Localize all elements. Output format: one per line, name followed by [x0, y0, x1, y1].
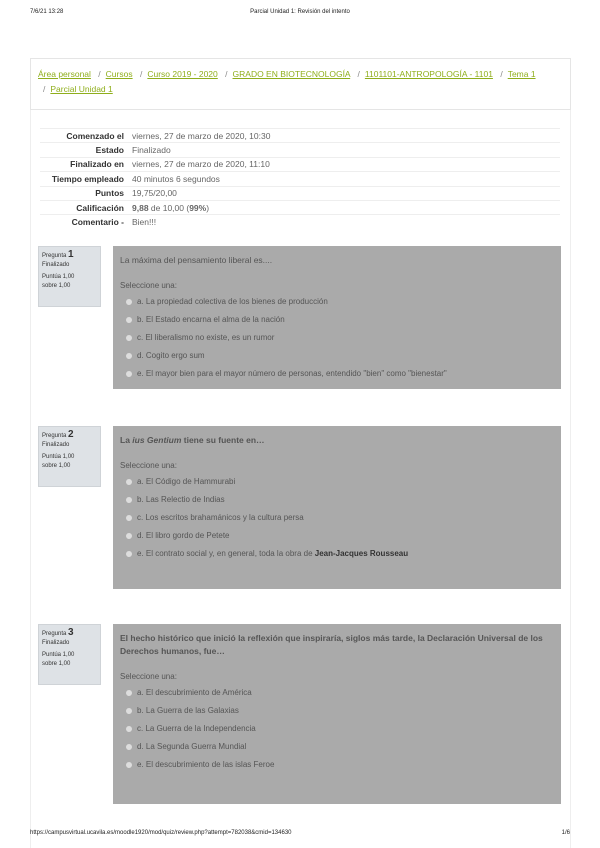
summary-row: [40, 215, 560, 229]
summary-label: Puntos: [40, 186, 128, 200]
summary-row: [40, 157, 560, 171]
answer-label: b. El Estado encarna el alma de la nación: [137, 315, 285, 324]
print-page: 1/6: [561, 830, 570, 836]
print-url: https://campusvirtual.ucavila.es/moodle1920/mod/quiz/review.php?attempt=782038&cmid=134630: [30, 830, 292, 836]
summary-value: 19,75/20,00: [132, 188, 177, 199]
radio-icon[interactable]: [126, 317, 132, 323]
answer-label: e. El contrato social y, en general, toda la obra de: [137, 549, 315, 558]
answer-option[interactable]: [120, 723, 554, 735]
summary-label: Calificación: [40, 200, 128, 214]
question-label: Pregunta: [42, 433, 67, 439]
radio-icon[interactable]: [126, 371, 132, 377]
summary-value: viernes, 27 de marzo de 2020, 11:10: [132, 159, 270, 170]
summary-value-cell: [128, 172, 560, 186]
grade-percent: 99%: [189, 202, 207, 213]
question-score: Puntúa 1,00: [42, 274, 75, 280]
radio-icon[interactable]: [126, 762, 132, 768]
answer-label: a. El descubrimiento de América: [137, 688, 252, 697]
breadcrumb-link[interactable]: GRADO EN BIOTECNOLOGÍA: [232, 69, 351, 79]
grade-end: ): [206, 202, 210, 213]
answer-option[interactable]: [120, 494, 554, 506]
answer-option[interactable]: [120, 687, 554, 699]
summary-label: Finalizado en: [40, 157, 128, 171]
summary-value: Finalizado: [132, 145, 171, 156]
summary-value-cell: [128, 129, 560, 143]
question-number: 3: [68, 627, 74, 638]
answer-option[interactable]: [120, 296, 554, 308]
question-info: [38, 624, 101, 685]
radio-icon[interactable]: [126, 551, 132, 557]
question-text-em: ius Gentium: [132, 435, 182, 445]
breadcrumb-separator: /: [43, 84, 46, 94]
grade: 9,88: [132, 202, 149, 213]
summary-value: 40 minutos 6 segundos: [132, 173, 220, 184]
question-text-pre: La: [120, 435, 133, 445]
summary-value-cell: [128, 215, 560, 229]
question-info: [38, 426, 101, 487]
print-datetime: 7/6/21 13:28: [30, 9, 64, 15]
question-number: 1: [68, 249, 74, 260]
breadcrumb-separator: /: [225, 69, 228, 79]
question-state: Finalizado: [42, 262, 70, 268]
breadcrumb-link[interactable]: Curso 2019 - 2020: [147, 69, 218, 79]
breadcrumb-separator: /: [139, 69, 143, 79]
summary-value-cell: [128, 186, 560, 200]
radio-icon[interactable]: [126, 708, 132, 714]
summary-label: Comentario -: [40, 215, 128, 229]
radio-icon[interactable]: [126, 744, 132, 750]
question-content: [113, 624, 561, 804]
breadcrumb-separator: /: [98, 69, 101, 79]
summary-row: [40, 186, 560, 200]
select-one-label: Seleccione una:: [120, 461, 177, 470]
summary-value: Bien!!!: [132, 217, 157, 228]
question-label: Pregunta: [42, 253, 67, 259]
answer-label: d. Cogito ergo sum: [137, 351, 205, 360]
radio-icon[interactable]: [126, 353, 132, 359]
question-content: [113, 246, 561, 389]
answer-option[interactable]: [120, 741, 554, 753]
breadcrumb-link[interactable]: Tema 1: [507, 69, 536, 79]
answer-label: a. La propiedad colectiva de los bienes de producción: [137, 297, 328, 306]
answer-option[interactable]: [120, 332, 554, 344]
answer-option[interactable]: [120, 350, 554, 362]
summary-row: [40, 172, 560, 186]
summary-label: Comenzado el: [40, 129, 128, 143]
breadcrumb-link[interactable]: Área personal: [38, 69, 91, 79]
answer-label: d. El libro gordo de Petete: [137, 531, 230, 540]
radio-icon[interactable]: [126, 299, 132, 305]
answer-label: a. El Código de Hammurabi: [137, 477, 236, 486]
question-info: [38, 246, 101, 307]
summary-row: [40, 200, 560, 214]
question-score: Puntúa 1,00: [42, 652, 75, 658]
question-max-score: sobre 1,00: [42, 463, 71, 469]
question-text: La máxima del pensamiento liberal es....: [120, 255, 273, 265]
question-label: Pregunta: [42, 631, 67, 637]
answer-option[interactable]: [120, 476, 554, 488]
summary-row: [40, 143, 560, 157]
question-score: Puntúa 1,00: [42, 454, 75, 460]
answer-label: e. El mayor bien para el mayor número de personas, entendido "bien" como "bienestar": [137, 369, 447, 378]
question-content: [113, 426, 561, 589]
question-text-post: tiene su fuente en…: [181, 435, 265, 445]
breadcrumb-link[interactable]: Cursos: [105, 69, 133, 79]
radio-icon[interactable]: [126, 497, 132, 503]
summary-value-cell: [128, 200, 560, 214]
radio-icon[interactable]: [126, 533, 132, 539]
question-text: El hecho histórico que inició la reflexión que inspiraría, siglos más tarde, la Declaración Universal de los Derechos humanos, fue…: [120, 633, 543, 656]
question-number: 2: [68, 429, 74, 440]
answer-label: c. Los escritos brahamánicos y la cultura persa: [137, 513, 304, 522]
answer-label: b. Las Relectio de Indias: [137, 495, 225, 504]
select-one-label: Seleccione una:: [120, 672, 177, 681]
answer-option[interactable]: [120, 548, 554, 560]
breadcrumb-separator: /: [500, 69, 503, 79]
breadcrumb: [30, 58, 571, 110]
radio-icon[interactable]: [126, 479, 132, 485]
print-title: Parcial Unidad 1: Revisión del intento: [250, 9, 350, 15]
breadcrumb-link[interactable]: Parcial Unidad 1: [50, 84, 113, 94]
summary-value-cell: [128, 143, 560, 157]
answer-option[interactable]: [120, 759, 554, 771]
answer-option[interactable]: [120, 512, 554, 524]
summary-value-cell: [128, 157, 560, 171]
answer-option[interactable]: [120, 705, 554, 717]
summary-label: Estado: [40, 143, 128, 157]
answer-label: b. La Guerra de las Galaxias: [137, 706, 239, 715]
answer-option[interactable]: [120, 530, 554, 542]
question-state: Finalizado: [42, 442, 70, 448]
radio-icon[interactable]: [126, 335, 132, 341]
answer-option[interactable]: [120, 368, 554, 380]
breadcrumb-separator: /: [357, 69, 360, 79]
radio-icon[interactable]: [126, 690, 132, 696]
question-state: Finalizado: [42, 640, 70, 646]
attempt-summary: [40, 128, 560, 229]
radio-icon[interactable]: [126, 726, 132, 732]
answer-label-bold: Jean-Jacques Rousseau: [314, 549, 409, 558]
answer-label: e. El descubrimiento de las islas Feroe: [137, 760, 275, 769]
answer-label: c. La Guerra de la Independencia: [137, 724, 256, 733]
answer-label: d. La Segunda Guerra Mundial: [137, 742, 247, 751]
breadcrumb-link[interactable]: 1101101-ANTROPOLOGÍA - 1101: [364, 69, 493, 79]
answer-label: c. El liberalismo no existe, es un rumor: [137, 333, 275, 342]
select-one-label: Seleccione una:: [120, 281, 177, 290]
radio-icon[interactable]: [126, 515, 132, 521]
answer-option[interactable]: [120, 314, 554, 326]
summary-label: Tiempo empleado: [40, 172, 128, 186]
question-max-score: sobre 1,00: [42, 283, 71, 289]
question-max-score: sobre 1,00: [42, 661, 71, 667]
grade-max: de 10,00 (: [148, 202, 190, 213]
summary-row: [40, 129, 560, 143]
summary-value: viernes, 27 de marzo de 2020, 10:30: [132, 130, 271, 141]
